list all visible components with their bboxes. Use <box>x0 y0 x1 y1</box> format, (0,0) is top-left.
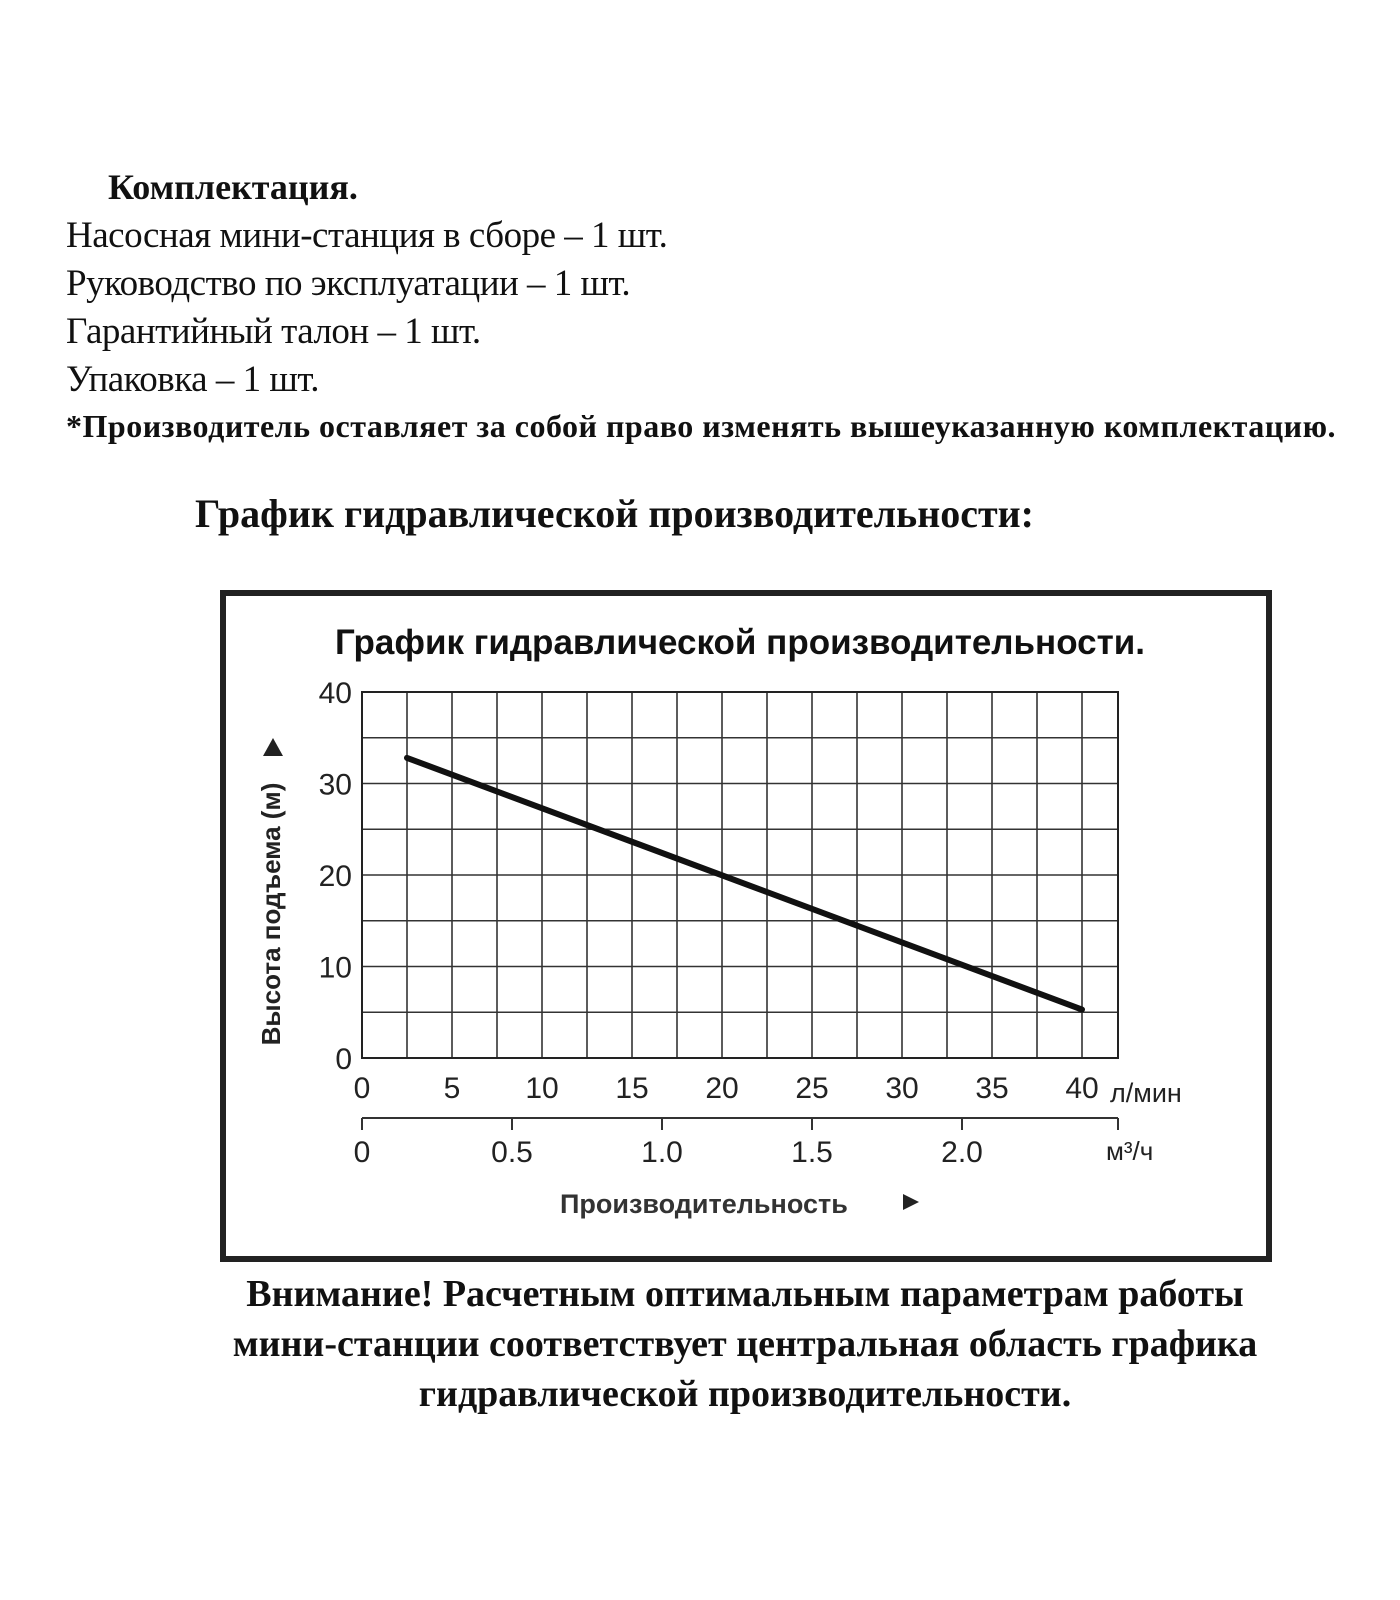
kit-item: Насосная мини-станция в сборе – 1 шт. <box>66 215 668 256</box>
x-tick-label: 40 <box>1065 1072 1099 1105</box>
performance-curve <box>407 758 1082 1010</box>
x-tick-label: 15 <box>615 1072 649 1105</box>
x-tick-label: 35 <box>975 1072 1009 1105</box>
section-title: График гидравлической производительности: <box>195 491 1035 536</box>
y-tick-label: 30 <box>318 768 352 802</box>
y-axis-arrow-icon <box>263 738 283 756</box>
y-tick-label: 10 <box>318 951 352 985</box>
x-tick-label: 25 <box>795 1072 829 1105</box>
x2-tick-label: 0.5 <box>491 1136 533 1169</box>
chart-title: График гидравлической производительности. <box>335 623 1145 662</box>
x-tick-label: 5 <box>443 1072 461 1105</box>
y-tick-label: 0 <box>335 1043 352 1076</box>
axes <box>362 692 1118 1130</box>
series <box>407 758 1082 1010</box>
x-tick-label: 0 <box>353 1072 371 1105</box>
performance-chart <box>226 596 1266 1256</box>
warning-line: гидравлической производительности. <box>418 1373 1072 1415</box>
y-tick-label: 20 <box>318 860 352 893</box>
x2-unit-label: м³/ч <box>1106 1136 1154 1166</box>
warning-line: Внимание! Расчетным оптимальным параметрам работы <box>246 1273 1244 1315</box>
kit-item: Гарантийный талон – 1 шт. <box>66 311 481 352</box>
kit-item: Упаковка – 1 шт. <box>66 359 319 400</box>
x2-tick-label: 0 <box>353 1136 371 1169</box>
x-tick-label: 30 <box>885 1072 919 1105</box>
grid <box>362 692 1118 1058</box>
x-axis-label: Производительность <box>560 1189 848 1219</box>
x2-tick-label: 1.0 <box>641 1136 683 1169</box>
tick-labels <box>319 677 1182 1169</box>
kit-heading: Комплектация. <box>108 167 358 207</box>
x-unit-label: л/мин <box>1110 1078 1182 1108</box>
x2-tick-label: 2.0 <box>941 1136 983 1169</box>
x-tick-label: 20 <box>705 1072 739 1105</box>
x-axis-arrow-icon <box>903 1194 919 1210</box>
y-tick-label: 40 <box>318 677 352 710</box>
warning-line: мини-станции соответствует центральная область графика <box>232 1323 1258 1365</box>
kit-item: Руководство по эксплуатации – 1 шт. <box>66 263 631 304</box>
x-tick-label: 10 <box>525 1072 559 1105</box>
y-axis-label: Высота подъема (м) <box>256 782 286 1046</box>
x2-tick-label: 1.5 <box>791 1136 833 1169</box>
chart-frame <box>220 590 1272 1262</box>
kit-note: *Производитель оставляет за собой право изменять вышеуказанную комплектацию. <box>66 408 1337 444</box>
